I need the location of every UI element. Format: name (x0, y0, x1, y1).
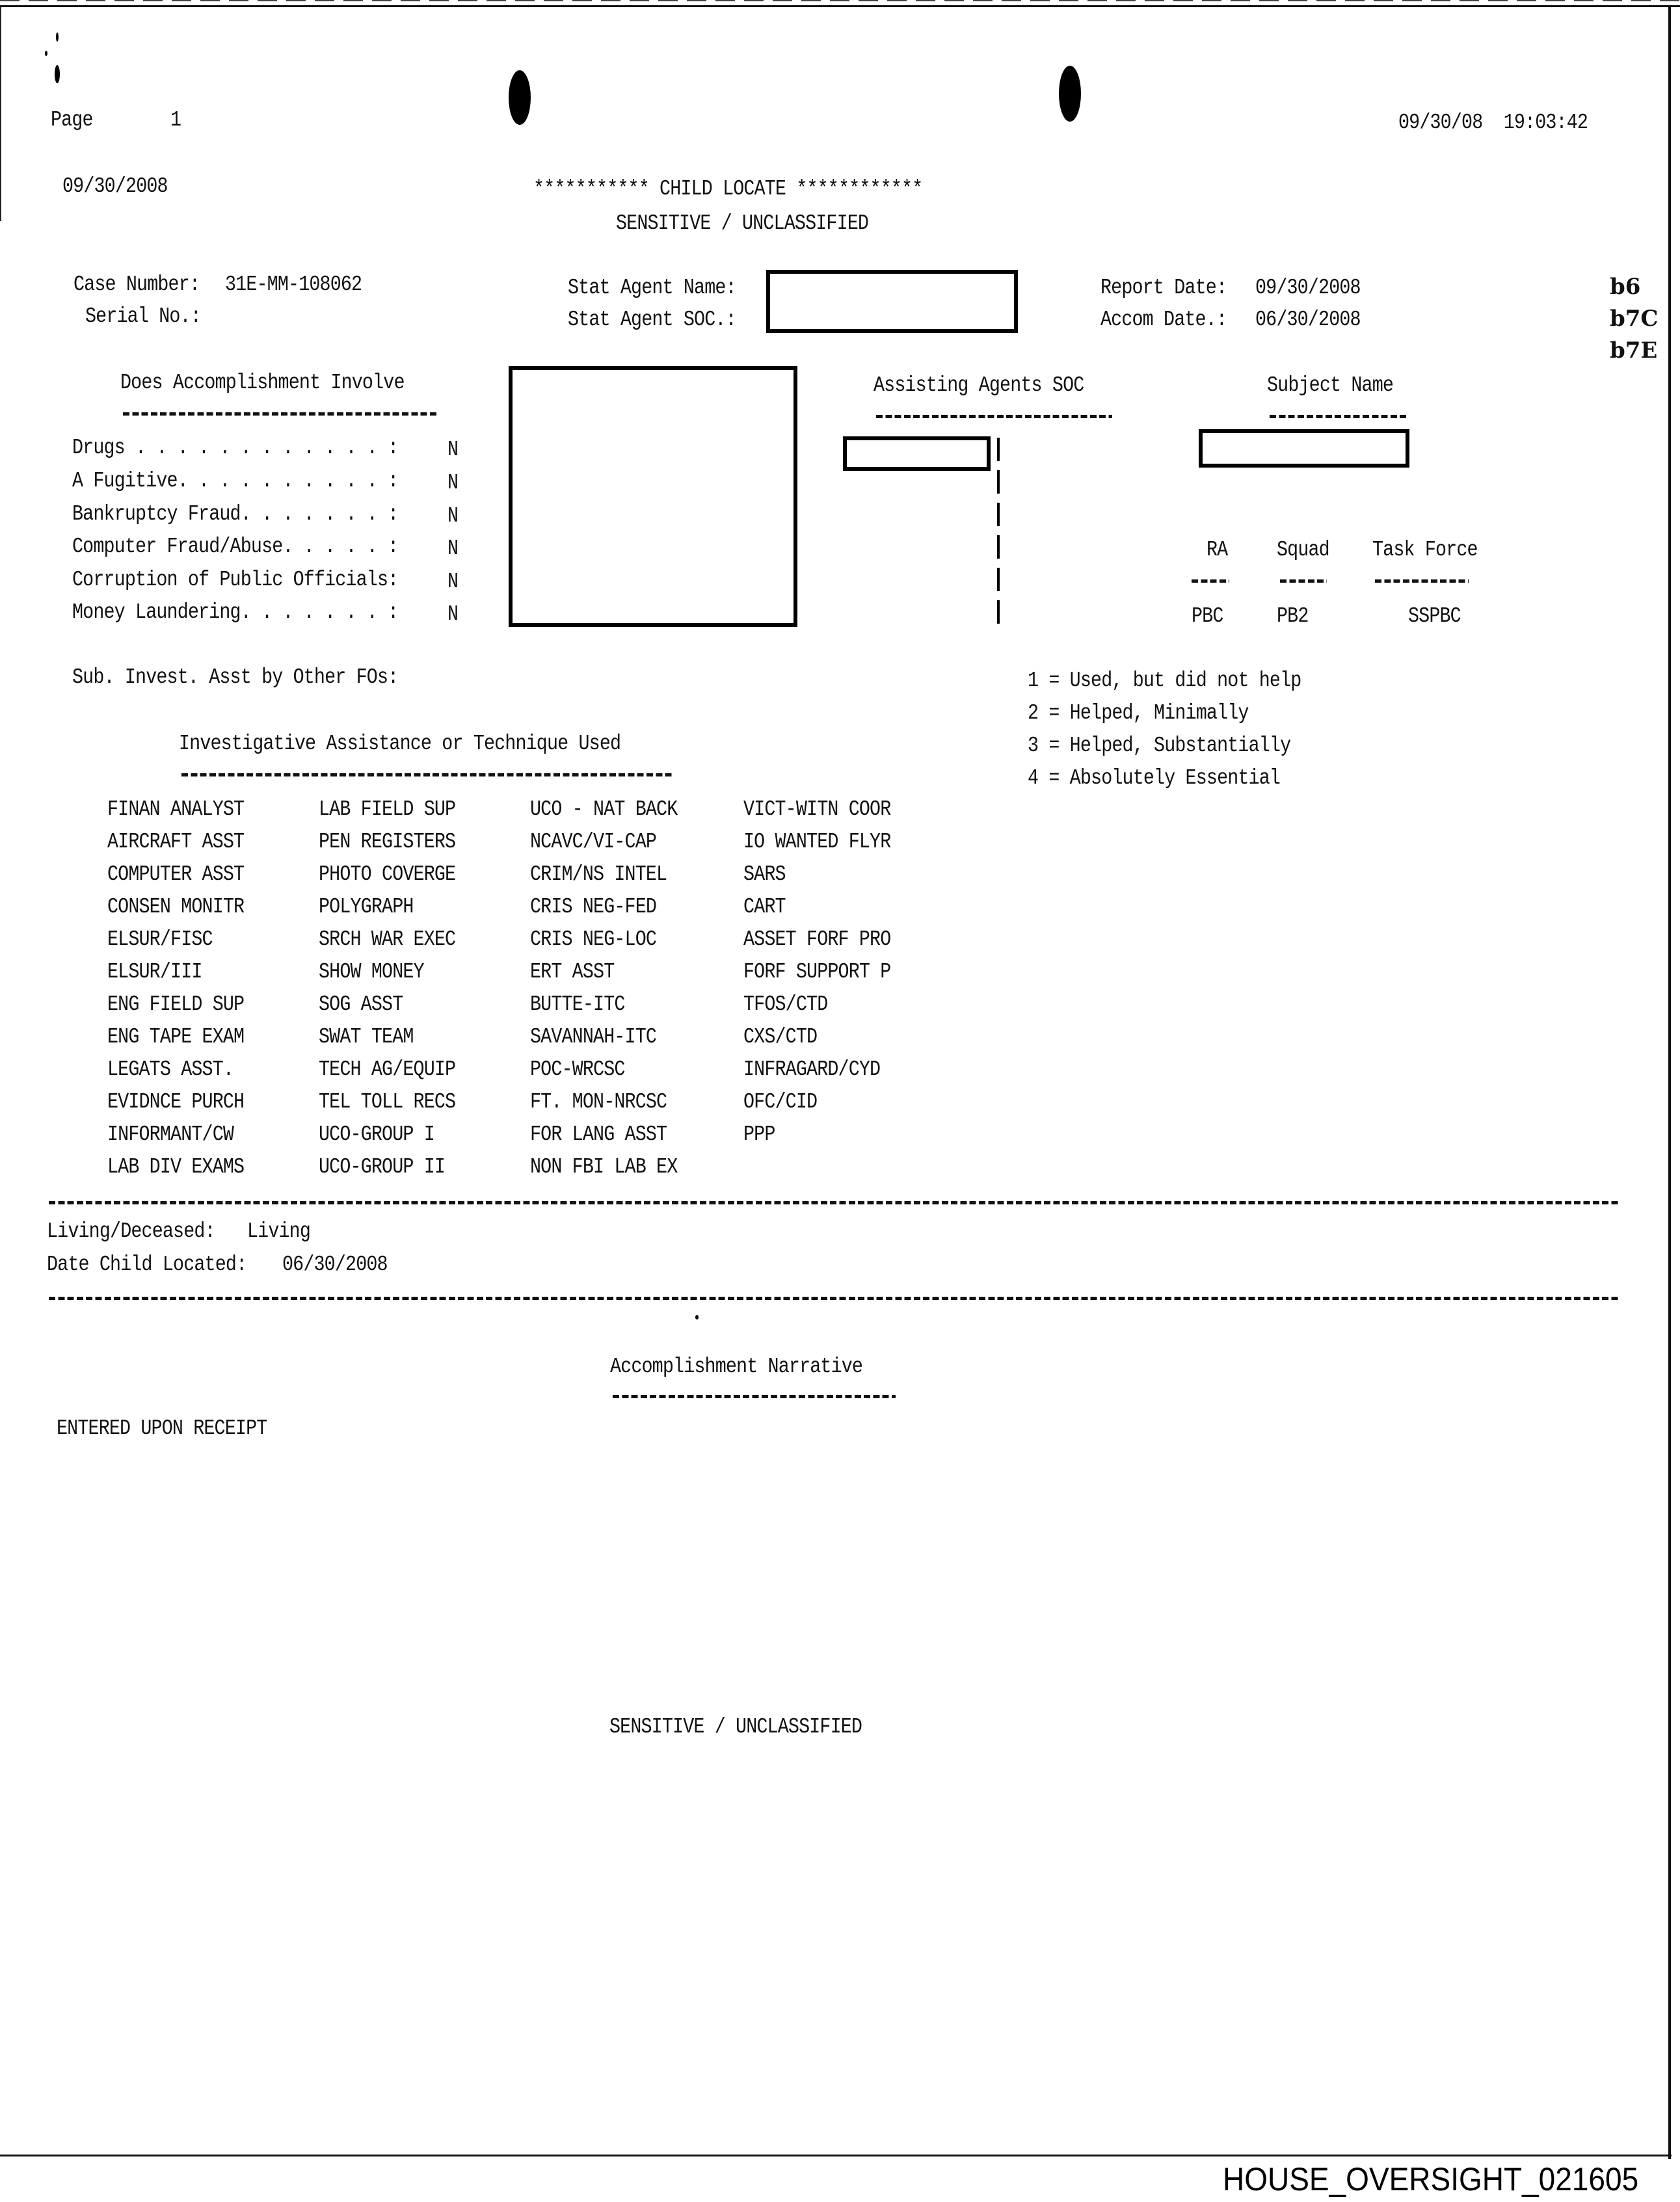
technique-item: CRIS NEG-LOC (530, 927, 657, 951)
exemption-code: b6 (1610, 274, 1641, 300)
task-force-header: Task Force (1372, 538, 1478, 562)
exemption-code: b7C (1610, 306, 1659, 332)
scan-speck (695, 1315, 699, 1320)
page-number: 1 (170, 108, 181, 132)
squad-header: Squad (1277, 538, 1329, 562)
involvement-label: Bankruptcy Fraud. . . . . . . : (72, 502, 399, 526)
involvement-value: N (447, 504, 459, 528)
technique-item: LAB DIV EXAMS (107, 1155, 245, 1179)
punch-hole-mark (509, 70, 531, 125)
technique-item: TFOS/CTD (743, 992, 828, 1016)
divider (123, 412, 438, 416)
involvement-label: Drugs . . . . . . . . . . . . : (72, 436, 399, 460)
technique-item: FORF SUPPORT P (743, 960, 891, 984)
section-divider (49, 1201, 1620, 1204)
subject-name-heading: Subject Name (1267, 373, 1394, 397)
involvement-value: N (447, 471, 459, 495)
involvement-label: A Fugitive. . . . . . . . . . : (72, 469, 399, 493)
techniques-heading: Investigative Assistance or Technique Used (179, 732, 621, 756)
technique-item: EVIDNCE PURCH (107, 1090, 245, 1114)
form-title: *********** CHILD LOCATE ************ (533, 177, 923, 201)
technique-item: ERT ASST (530, 960, 615, 984)
technique-item: UCO - NAT BACK (530, 797, 678, 821)
technique-item: NON FBI LAB EX (530, 1155, 678, 1179)
technique-item: CRIS NEG-FED (530, 895, 657, 919)
involvement-label: Corruption of Public Officials: (72, 568, 399, 592)
technique-item: SOG ASST (319, 992, 403, 1016)
technique-item: PPP (743, 1122, 775, 1147)
scan-edge-top (0, 0, 1680, 1)
technique-item: SHOW MONEY (319, 960, 424, 984)
legend-item: 4 = Absolutely Essential (1028, 766, 1281, 790)
page-border-left (0, 7, 1, 221)
technique-item: NCAVC/VI-CAP (530, 830, 657, 854)
serial-label: Serial No.: (85, 304, 201, 328)
technique-item: SWAT TEAM (319, 1025, 414, 1049)
divider (1280, 579, 1327, 583)
sub-invest-label: Sub. Invest. Asst by Other FOs: (72, 665, 399, 689)
technique-item: FT. MON-NRCSC (530, 1090, 667, 1114)
divider (613, 1395, 896, 1398)
technique-item: CXS/CTD (743, 1025, 818, 1049)
involvement-value: N (447, 602, 459, 626)
accom-date: 06/30/2008 (1255, 308, 1361, 332)
involvement-value: N (447, 570, 459, 594)
scan-speck (56, 33, 59, 42)
technique-item: BUTTE-ITC (530, 992, 625, 1016)
scan-speck (55, 65, 60, 83)
technique-item: UCO-GROUP I (319, 1122, 434, 1147)
technique-item: CONSEN MONITR (107, 895, 245, 919)
technique-item: FINAN ANALYST (107, 797, 245, 821)
scan-speck (45, 51, 47, 56)
technique-item: CRIM/NS INTEL (530, 862, 667, 886)
involvement-value: N (447, 438, 459, 462)
legend-item: 1 = Used, but did not help (1028, 669, 1301, 693)
technique-item: ASSET FORF PRO (743, 927, 891, 951)
form-date: 09/30/2008 (62, 174, 168, 198)
print-datetime: 09/30/08 19:03:42 (1398, 111, 1588, 135)
involvement-value: N (447, 537, 459, 561)
stat-agent-soc-label: Stat Agent SOC.: (568, 308, 736, 332)
case-number: 31E-MM-108062 (225, 272, 362, 297)
technique-item: COMPUTER ASST (107, 862, 245, 886)
date-located-value: 06/30/2008 (282, 1253, 388, 1277)
technique-item: ENG FIELD SUP (107, 992, 245, 1016)
legend-item: 3 = Helped, Substantially (1028, 734, 1291, 758)
classification-footer: SENSITIVE / UNCLASSIFIED (609, 1715, 862, 1739)
classification-header: SENSITIVE / UNCLASSIFIED (616, 211, 869, 235)
redacted-subject-name (1199, 429, 1409, 468)
living-value: Living (247, 1219, 311, 1243)
technique-item: TEL TOLL RECS (319, 1090, 456, 1114)
legend-item: 2 = Helped, Minimally (1028, 701, 1249, 725)
redacted-involvement-box (509, 366, 797, 627)
redacted-stat-agent (766, 270, 1018, 333)
technique-item: PHOTO COVERGE (319, 862, 456, 886)
date-located-label: Date Child Located: (47, 1253, 247, 1277)
column-separator (997, 438, 1000, 626)
ra-value: PBC (1192, 604, 1223, 628)
redacted-assisting-agent (843, 436, 991, 471)
bates-number: HOUSE_OVERSIGHT_021605 (1223, 2161, 1639, 2197)
technique-item: LAB FIELD SUP (319, 797, 456, 821)
technique-item: PEN REGISTERS (319, 830, 456, 854)
technique-item: ELSUR/FISC (107, 927, 213, 951)
punch-hole-mark (1059, 66, 1081, 122)
assisting-agents-heading: Assisting Agents SOC (873, 373, 1084, 397)
technique-item: ELSUR/III (107, 960, 202, 984)
technique-item: SARS (743, 862, 786, 886)
technique-item: OFC/CID (743, 1090, 818, 1114)
technique-item: SAVANNAH-ITC (530, 1025, 657, 1049)
case-number-label: Case Number: (73, 272, 200, 297)
divider (1270, 415, 1407, 418)
divider (181, 773, 673, 776)
technique-item: SRCH WAR EXEC (319, 927, 456, 951)
divider (1375, 579, 1469, 583)
technique-item: ENG TAPE EXAM (107, 1025, 245, 1049)
section-divider (49, 1297, 1620, 1300)
report-date-label: Report Date: (1100, 276, 1227, 300)
technique-item: INFORMANT/CW (107, 1122, 234, 1147)
narrative-text: ENTERED UPON RECEIPT (57, 1416, 267, 1440)
involvement-label: Money Laundering. . . . . . . : (72, 600, 399, 624)
divider (1192, 579, 1229, 583)
squad-value: PB2 (1277, 604, 1309, 628)
involvement-label: Computer Fraud/Abuse. . . . . : (72, 535, 399, 559)
living-label: Living/Deceased: (47, 1219, 215, 1243)
technique-item: POLYGRAPH (319, 895, 414, 919)
technique-item: POC-WRCSC (530, 1057, 625, 1081)
technique-item: LEGATS ASST. (107, 1057, 234, 1081)
technique-item: AIRCRAFT ASST (107, 830, 245, 854)
technique-item: VICT-WITN COOR (743, 797, 891, 821)
technique-item: IO WANTED FLYR (743, 830, 891, 854)
page-label: Page (51, 108, 93, 132)
technique-item: UCO-GROUP II (319, 1155, 446, 1179)
technique-item: TECH AG/EQUIP (319, 1057, 456, 1081)
technique-item: INFRAGARD/CYD (743, 1057, 881, 1081)
page-border-right (1668, 7, 1671, 2159)
ra-header: RA (1207, 538, 1228, 562)
narrative-heading: Accomplishment Narrative (610, 1355, 863, 1379)
report-date: 09/30/2008 (1255, 276, 1361, 300)
exemption-code: b7E (1610, 338, 1658, 364)
technique-item: CART (743, 895, 786, 919)
technique-item: FOR LANG ASST (530, 1122, 667, 1147)
page-border-top (0, 5, 1680, 7)
divider (876, 415, 1112, 418)
stat-agent-name-label: Stat Agent Name: (568, 276, 736, 300)
accom-date-label: Accom Date.: (1100, 308, 1227, 332)
involvement-heading: Does Accomplishment Involve (120, 371, 405, 395)
task-force-value: SSPBC (1408, 604, 1461, 628)
page-border-bottom (0, 2155, 1672, 2156)
